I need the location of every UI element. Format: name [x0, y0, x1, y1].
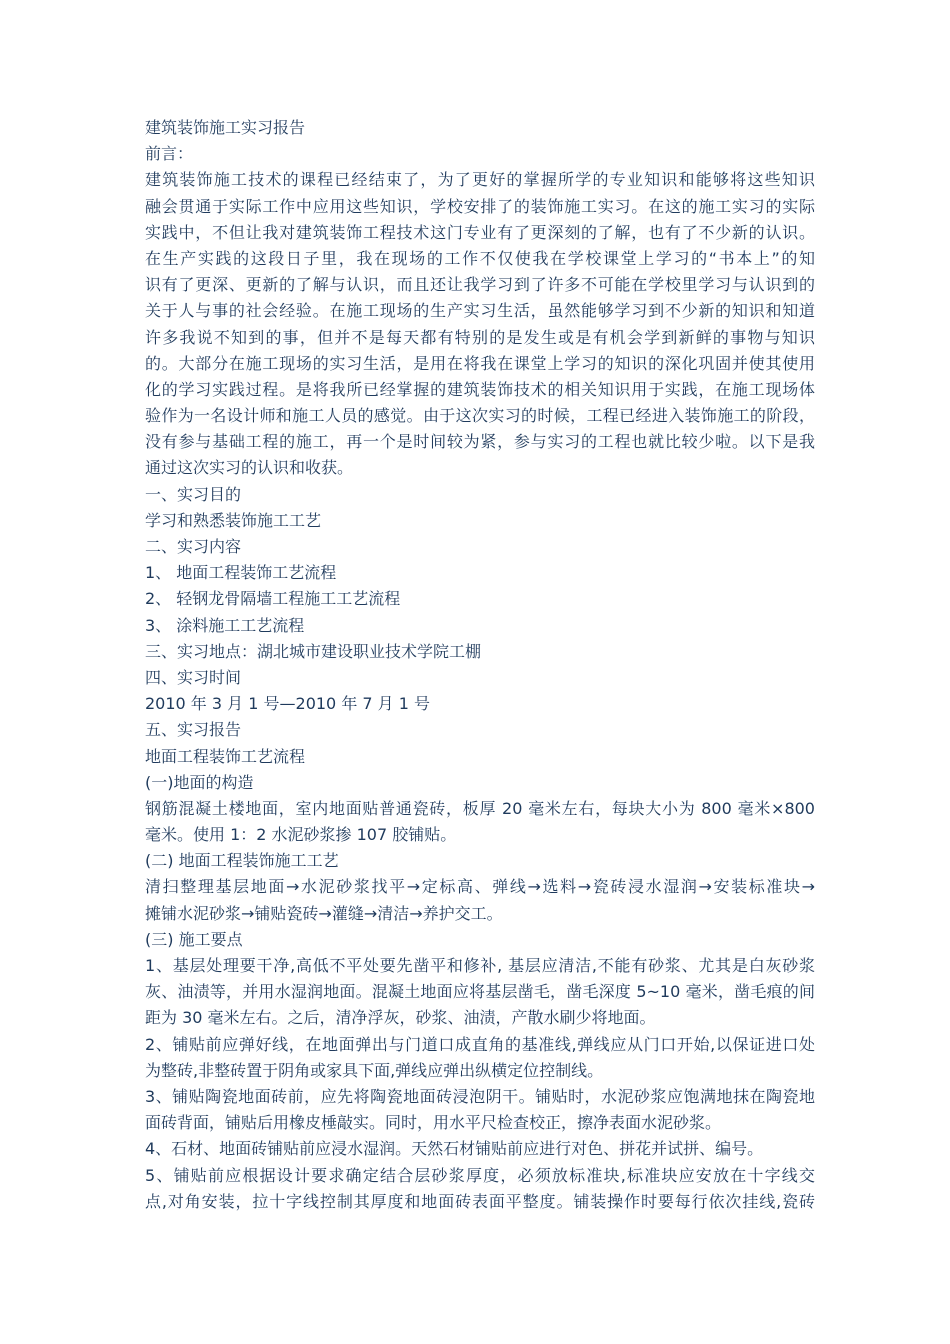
text-line: 融会贯通于实际工作中应用这些知识，学校安排了的装饰施工实习。在这的施工实习的实际 — [145, 196, 815, 216]
text-line: 2、 轻钢龙骨隔墙工程施工工艺流程 — [145, 589, 401, 609]
text-line: 四、实习时间 — [145, 667, 242, 687]
text-line: 1、基层处理要干净,高低不平处要先凿平和修补, 基层应清洁,不能有砂浆、尤其是白灰砂浆 — [145, 956, 815, 975]
text-line: 5、铺贴前应根据设计要求确定结合层砂浆厚度，必须放标准块,标准块应安放在十字线交 — [145, 1165, 815, 1185]
text-line: 的。大部分在施工现场的实习生活，是用在将我在课堂上学习的知识的深化巩固并使其使用 — [145, 353, 815, 373]
text-line: 为整砖,非整砖置于阴角或家具下面,弹线应弹出纵横定位控制线。 — [145, 1060, 604, 1080]
text-line: 前言： — [145, 144, 194, 164]
text-line: 学习和熟悉装饰施工工艺 — [145, 510, 322, 530]
text-line: 3、铺贴陶瓷地面砖前，应先将陶瓷地面砖浸泡阴干。铺贴时，水泥砂浆应饱满地抹在陶瓷地 — [145, 1086, 815, 1106]
text-line: 三、实习地点：湖北城市建设职业技术学院工棚 — [145, 641, 482, 661]
text-line: 建筑装饰施工技术的课程已经结束了，为了更好的掌握所学的专业知识和能够将这些知识 — [145, 170, 815, 190]
text-line: 2010 年 3 月 1 号—2010 年 7 月 1 号 — [145, 694, 431, 714]
text-line: 地面工程装饰工艺流程 — [145, 746, 306, 766]
text-line: (二) 地面工程装饰施工工艺 — [145, 851, 339, 871]
text-line: 面砖背面，铺贴后用橡皮棰敲实。同时，用水平尺检查校正，擦净表面水泥砂浆。 — [145, 1113, 722, 1133]
text-line: 清扫整理基层地面→水泥砂浆找平→定标高、弹线→选料→瓷砖浸水湿润→安装标准块→ — [145, 877, 815, 897]
text-line: 2、铺贴前应弹好线，在地面弹出与门道口成直角的基准线,弹线应从门口开始,以保证进口处 — [145, 1034, 815, 1054]
text-line: 通过这次实习的认识和收获。 — [145, 458, 354, 478]
text-line: 五、实习报告 — [145, 720, 242, 740]
text-line: 点,对角安装，拉十字线控制其厚度和地面砖表面平整度。铺装操作时要每行依次挂线,瓷砖 — [145, 1191, 815, 1211]
text-line: 实践中，不但让我对建筑装饰工程技术这门专业有了更深刻的了解，也有了不少新的认识。 — [145, 222, 815, 242]
text-line: 1、 地面工程装饰工艺流程 — [145, 563, 337, 583]
text-line: 关于人与事的社会经验。在施工现场的生产实习生活，虽然能够学习到不少新的知识和知道 — [145, 301, 815, 321]
text-line: 4、石材、地面砖铺贴前应浸水湿润。天然石材铺贴前应进行对色、拼花并试拼、编号。 — [145, 1139, 764, 1159]
text-line: 建筑装饰施工实习报告 — [145, 118, 306, 137]
text-line: 在生产实践的这段日子里，我在现场的工作不仅使我在学校课堂上学习的“书本上”的知 — [145, 248, 815, 268]
document-page — [145, 115, 815, 1215]
text-line: 二、实习内容 — [145, 537, 242, 556]
text-line: 钢筋混凝土楼地面，室内地面贴普通瓷砖，板厚 20 毫米左右，每块大小为 800 毫米×800 — [145, 798, 815, 818]
text-line: 验作为一名设计师和施工人员的感觉。由于这次实习的时候，工程已经进入装饰施工的阶段， — [145, 406, 815, 426]
text-line: 灰、油渍等，并用水湿润地面。混凝土地面应将基层凿毛，凿毛深度 5~10 毫米，凿毛痕的间 — [145, 982, 815, 1002]
text-line: 没有参与基础工程的施工，再一个是时间较为紧，参与实习的工程也就比较少啦。以下是我 — [145, 432, 815, 452]
text-line: 毫米。使用 1：2 水泥砂浆掺 107 胶铺贴。 — [145, 825, 457, 845]
text-line: (三) 施工要点 — [145, 929, 243, 949]
text-line: 许多我说不知到的事，但并不是每天都有特别的是发生或是有机会学到新鲜的事物与知识 — [145, 327, 815, 347]
text-line: 摊铺水泥砂浆→铺贴瓷砖→灌缝→清洁→养护交工。 — [145, 903, 503, 923]
text-line: (一)地面的构造 — [145, 772, 254, 792]
text-line: 化的学习实践过程。是将我所已经掌握的建筑装饰技术的相关知识用于实践，在施工现场体 — [145, 379, 815, 399]
text-line: 距为 30 毫米左右。之后，清净浮灰，砂浆、油渍，产散水刷少将地面。 — [145, 1008, 656, 1028]
text-line: 识有了更深、更新的了解与认识，而且还让我学习到了许多不可能在学校里学习与认识到的 — [145, 275, 815, 295]
text-line: 3、 涂料施工工艺流程 — [145, 615, 305, 635]
text-line: 一、实习目的 — [145, 484, 242, 504]
